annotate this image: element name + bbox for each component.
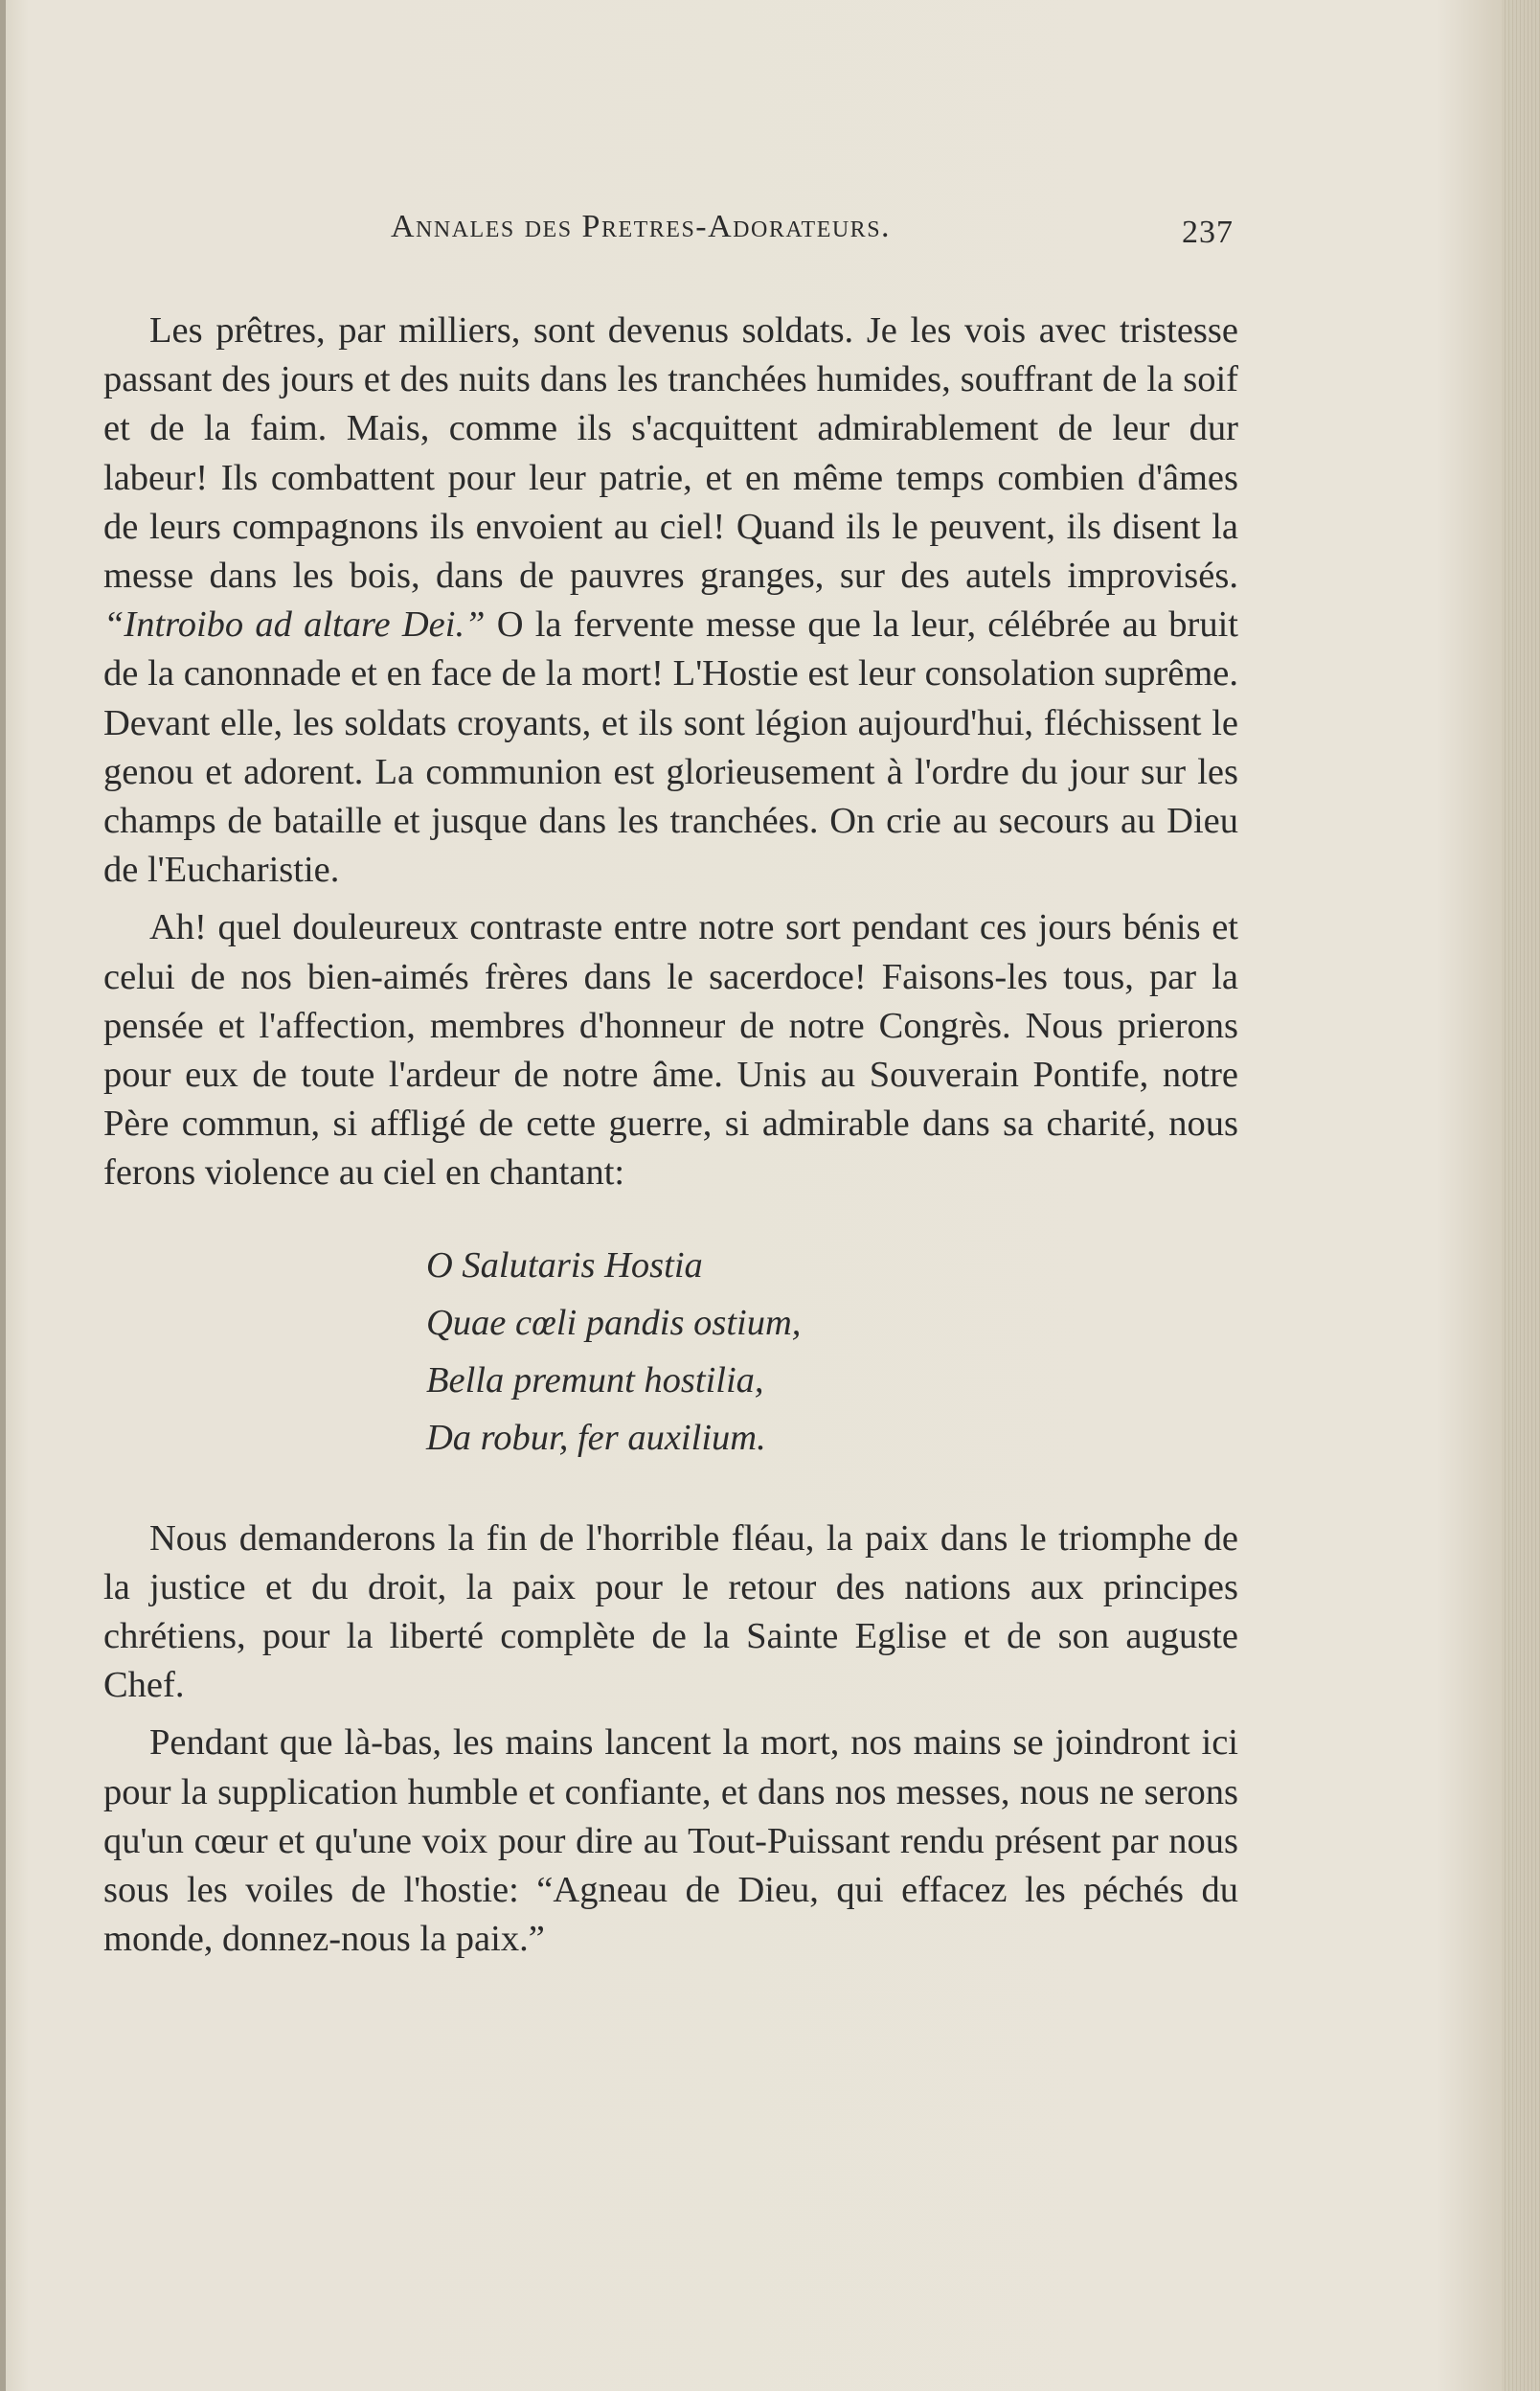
page-left-edge xyxy=(0,0,6,2391)
paragraph-1 xyxy=(103,307,1238,895)
paragraph-4: Pendant que là-bas, les mains lancent la mort, nos mains se joindront ici pour la supplication humble et confiante, et dans nos messes, nous ne serons qu'un cœur et qu'une voix pour dire au Tout-Puissant rendu présent par nous sous les voiles de l'hostie: “Agneau de Dieu, qui effacez les péchés du monde, donnez-nous la paix.” xyxy=(103,1722,1238,1960)
body-text xyxy=(103,307,1238,1972)
paragraph-3: Nous demanderons la fin de l'horrible fléau, la paix dans le triomphe de la justice et du droit, la paix pour le retour des nations aux principes chrétiens, pour la liberté complète de la Sainte Eglise et de son auguste Chef. xyxy=(103,1517,1238,1706)
page-number: 237 xyxy=(1182,215,1234,250)
paragraph-1-text-a: Les prêtres, par milliers, sont devenus soldats. Je les vois avec tristesse passant des jours et des nuits dans les tranchées humides, souffrant de la soif et de la faim. Mais, comme ils s'acquittent admirablement de leur dur labeur! Ils combattent pour leur patrie, et en même temps combien d'âmes de leurs compagnons ils envoient au ciel! Quand ils le peuvent, ils disent la messe dans les bois, dans de pauvres granges, sur des autels improvisés. xyxy=(103,310,1238,597)
paragraph-1-text-b: O la fervente messe que la leur, célébrée au bruit de la canonnade et en face de la mort! L'Hostie est leur consolation suprême. Devant elle, les soldats croyants, et ils sont légion aujourd'hui, fléchissent le genou et adorent. La communion est glorieusement à l'ordre du jour sur les champs de bataille et jusque dans les tranchées. On crie au secours au Dieu de l'Eucharistie. xyxy=(103,604,1239,891)
verse-line-4: Da robur, fer auxilium. xyxy=(426,1417,766,1458)
paragraph-2: Ah! quel douleureux contraste entre notre sort pendant ces jours bénis et celui de nos bien-aimés frères dans le sacerdoce! Faisons-les tous, par la pensée et l'affection, membres d'honneur de notre Congrès. Nous prierons pour eux de toute l'ardeur de notre âme. Unis au Souverain Pontife, notre Père commun, si affligé de cette guerre, si admirable dans sa charité, nous ferons violence au ciel en chantant: xyxy=(103,907,1238,1194)
verse-line-2: Quae cœli pandis ostium, xyxy=(426,1302,802,1343)
page-header xyxy=(391,209,1234,250)
hymn-verse xyxy=(426,1237,1238,1467)
page-right-edge xyxy=(1502,0,1540,2391)
verse-line-3: Bella premunt hostilia, xyxy=(426,1359,764,1400)
verse-line-1: O Salutaris Hostia xyxy=(426,1244,703,1286)
latin-quote: “Introibo ad altare Dei.” xyxy=(103,604,486,646)
running-head: Annales des Pretres-Adorateurs. xyxy=(391,209,892,244)
